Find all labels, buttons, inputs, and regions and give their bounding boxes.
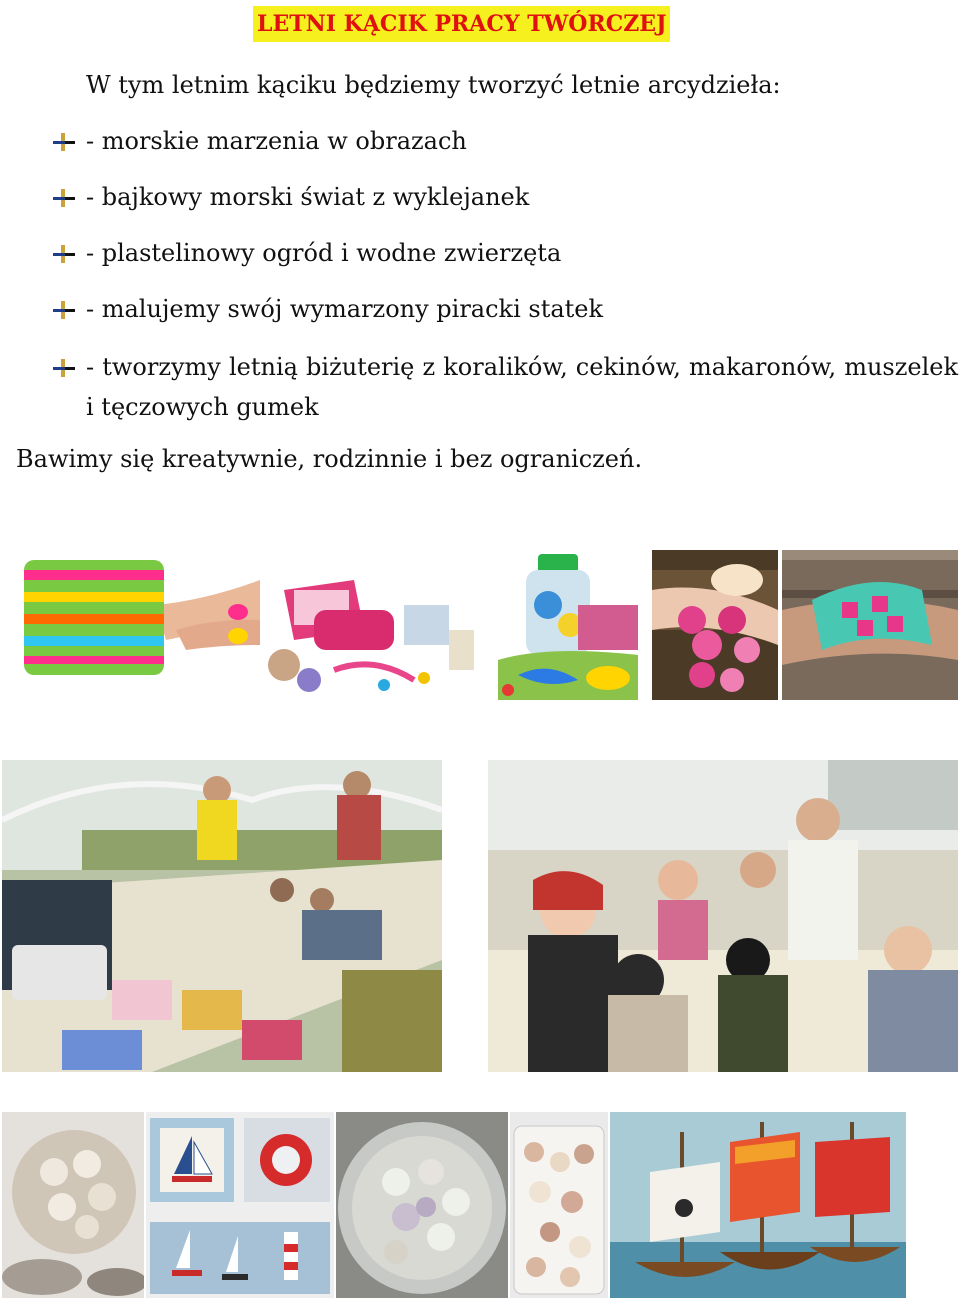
list-item-text: - morskie marzenia w obrazach (86, 127, 467, 155)
bullet-icon (52, 188, 76, 208)
list-item-text: - malujemy swój wymarzony piracki statek (86, 295, 604, 323)
bullet-icon (52, 358, 76, 378)
bullet-icon (52, 300, 76, 320)
bullet-icon (52, 132, 76, 152)
closing-text: Bawimy się kreatywnie, rodzinnie i bez ograniczeń. (16, 445, 643, 473)
photo-nautical-plaques (146, 1112, 334, 1298)
photo-pirate-ships (610, 1112, 906, 1298)
photo-rainbow-loom-bracelet (16, 550, 260, 700)
photo-children-crafting (488, 760, 958, 1072)
bullet-icon (52, 244, 76, 264)
photo-beaded-cuff (782, 550, 958, 700)
photo-sea-urchin-bowl (336, 1112, 508, 1298)
photo-pearl-bracelet (652, 550, 778, 700)
photo-shells-in-glass (510, 1112, 608, 1298)
intro-text: W tym letnim kąciku będziemy tworzyć letnie arcydzieła: (86, 71, 781, 99)
photo-craft-foam-jar (488, 550, 648, 700)
list-item-text: - plastelinowy ogród i wodne zwierzęta (86, 239, 562, 267)
page-title: LETNI KĄCIK PRACY TWÓRCZEJ (253, 6, 670, 42)
list-item-text: - bajkowy morski świat z wyklejanek (86, 183, 530, 211)
photo-workshop-tent-tables (2, 760, 442, 1072)
photo-bead-jewelry-kit (264, 560, 484, 700)
photo-shell-ball (2, 1112, 144, 1298)
list-item-text: - tworzymy letnią biżuterię z koralików, cekinów, makaronów, muszelek i tęczowych gumek (86, 353, 958, 421)
